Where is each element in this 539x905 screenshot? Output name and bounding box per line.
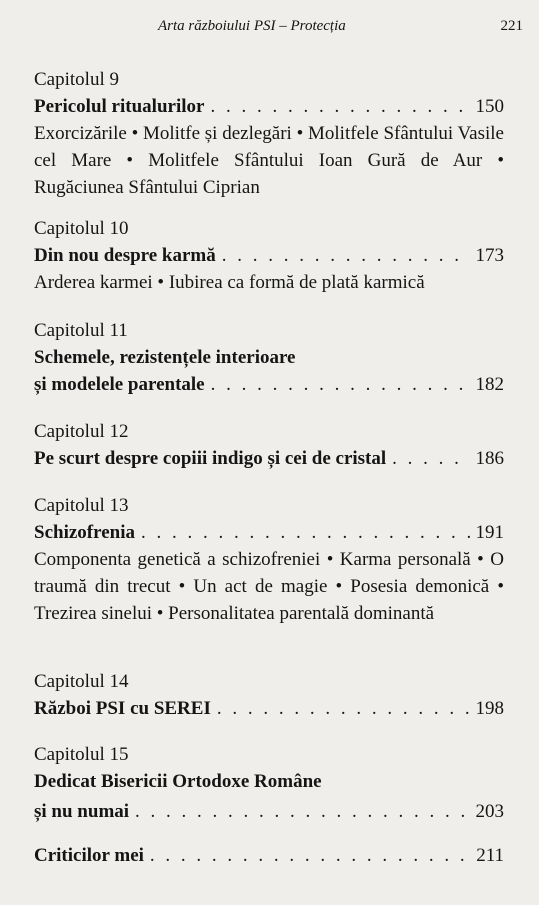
closing-title: Criticilor mei (34, 845, 144, 866)
chapter-page: 198 (475, 698, 504, 719)
closing-title-row[interactable] (34, 842, 504, 869)
chapter-page: 173 (475, 245, 504, 266)
dot-leader (211, 371, 470, 398)
chapter-title-row[interactable] (34, 519, 504, 546)
running-title: Arta războiului PSI – Protecția (158, 18, 346, 34)
chapter-title-row[interactable] (34, 695, 504, 722)
dot-leader (210, 93, 469, 120)
toc-entry-chapter-13 (34, 492, 504, 627)
chapter-topics: Exorcizările • Molitfe și dezlegări • Molitfele Sfântului Vasile cel Mare • Molitfele Sfântului Ioan Gură de Aur • Rugăciunea Sfântului Ciprian (34, 123, 504, 198)
running-header (0, 18, 539, 42)
chapter-title: Din nou despre karmă (34, 245, 216, 266)
toc-entry-chapter-9 (34, 66, 504, 201)
dot-leader (392, 445, 469, 472)
chapter-title-row[interactable] (34, 371, 504, 398)
chapter-page: 186 (475, 448, 504, 469)
chapter-label: Capitolul 15 (34, 744, 129, 765)
chapter-title: Schizofrenia (34, 522, 135, 543)
dot-leader (141, 519, 470, 546)
chapter-title: Pe scurt despre copiii indigo și cei de cristal (34, 448, 387, 469)
chapter-title: Pericolul ritualurilor (34, 96, 205, 117)
chapter-page: 203 (475, 801, 504, 822)
toc-entry-chapter-11 (34, 317, 504, 398)
chapter-label: Capitolul 11 (34, 320, 128, 341)
chapter-page: 150 (475, 96, 504, 117)
chapter-title: și modelele parentale (34, 374, 205, 395)
chapter-page: 182 (475, 374, 504, 395)
chapter-page: 191 (475, 522, 504, 543)
chapter-title-line-1: Schemele, rezistențele interioare (34, 347, 296, 368)
chapter-label: Capitolul 14 (34, 671, 129, 692)
toc-entry-criticilor-mei (34, 842, 504, 869)
toc-entry-chapter-10 (34, 215, 504, 296)
page-number: 221 (500, 18, 523, 34)
dot-leader (150, 842, 470, 869)
chapter-title-row[interactable] (34, 798, 504, 825)
chapter-title: și nu numai (34, 801, 130, 822)
toc-entry-chapter-12 (34, 418, 504, 472)
chapter-topics: Componenta genetică a schizofreniei • Karma personală • O traumă din trecut • Un act de magie • Posesia demonică • Trezirea sinelui • Personalitatea parentală dominantă (34, 549, 504, 624)
chapter-title-row[interactable] (34, 93, 504, 120)
dot-leader (217, 695, 470, 722)
chapter-title-row[interactable] (34, 445, 504, 472)
chapter-title: Război PSI cu SEREI (34, 698, 211, 719)
chapter-title-line-1: Dedicat Bisericii Ortodoxe Române (34, 771, 322, 792)
chapter-topics: Arderea karmei • Iubirea ca formă de plată karmică (34, 272, 425, 293)
chapter-label: Capitolul 10 (34, 218, 129, 239)
toc-entry-chapter-14 (34, 668, 504, 722)
chapter-label: Capitolul 12 (34, 421, 129, 442)
dot-leader (222, 242, 470, 269)
closing-page: 211 (476, 845, 504, 866)
toc-entry-chapter-15 (34, 741, 504, 825)
chapter-title-row[interactable] (34, 242, 504, 269)
chapter-label: Capitolul 9 (34, 69, 119, 90)
dot-leader (135, 798, 469, 825)
chapter-label: Capitolul 13 (34, 495, 129, 516)
